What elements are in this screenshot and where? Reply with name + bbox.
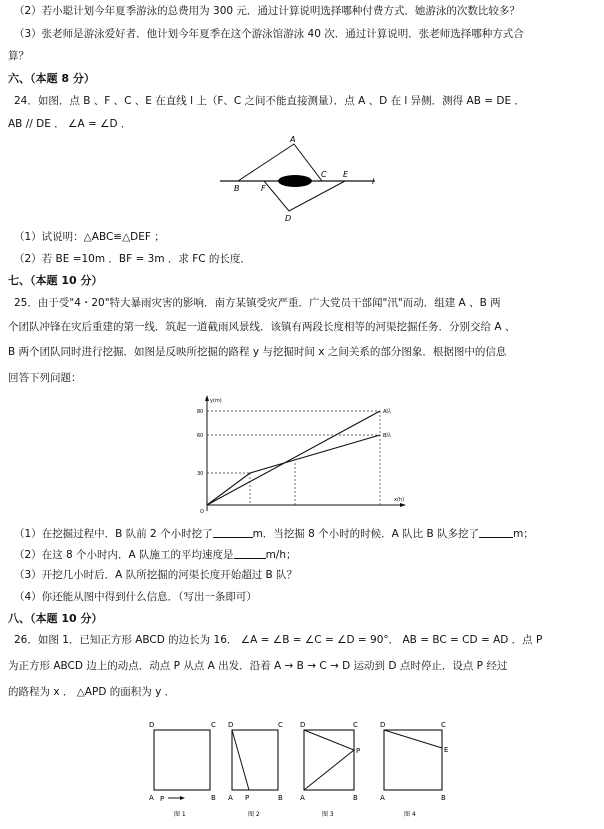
q25-part2-text-b: m/h； xyxy=(265,549,297,561)
fig1-label-c: C xyxy=(211,721,216,729)
q26-stem-line3: 的路程为 x ． △APD 的面积为 y ． xyxy=(8,686,176,698)
arrow-head-fig1 xyxy=(180,796,185,800)
q25-graph xyxy=(195,393,410,518)
segment-dp-fig2 xyxy=(232,730,249,790)
fig2-label-d: D xyxy=(228,721,234,729)
figure-2 xyxy=(228,721,283,818)
fig3-label-d: D xyxy=(300,721,306,729)
label-c: C xyxy=(321,170,327,179)
q25-part2 xyxy=(14,547,596,563)
fig2-label-b: B xyxy=(278,794,283,802)
label-a: A xyxy=(290,135,296,144)
fig3-label-c: C xyxy=(353,721,358,729)
x-axis-arrow xyxy=(400,503,406,507)
q24-stem-line1: 24．如图．点 B 、F 、C 、E 在直线 l 上（F、C 之间不能直接测量）．点 A 、D 在 l 异侧．测得 AB = DE ． xyxy=(14,95,525,107)
tick-30: 30 xyxy=(197,471,204,477)
q24-part2: （2）若 BE =10m ．BF = 3m ．求 FC 的长度． xyxy=(14,253,251,265)
q24-figure xyxy=(215,134,385,224)
section-7-heading: 七、（本题 10 分） xyxy=(8,274,103,287)
square-fig1 xyxy=(154,730,210,790)
y-axis-label: y(m) xyxy=(210,398,222,404)
figure-4 xyxy=(380,721,448,818)
figure-3 xyxy=(300,721,360,818)
q23-part2: （2）若小聪计划今年夏季游泳的总费用为 300 元．通过计算说明选择哪种付费方式．她游泳的次数比较多？ xyxy=(14,5,520,17)
fig1-label-d: D xyxy=(149,721,155,729)
q25-part1 xyxy=(14,526,596,542)
q25-stem-line2: 个团队冲锋在灾后重建的第一线．筑起一道截雨风景线．该镇有两段长度相等的河渠挖掘任务．分别交给 A 、 xyxy=(8,321,516,333)
answer-blank-2[interactable] xyxy=(479,526,513,538)
label-l: l xyxy=(372,177,375,186)
fig4-label-e: E xyxy=(444,746,449,754)
fig1-caption: 图 1 xyxy=(174,811,186,818)
fig1-label-p: P xyxy=(160,795,165,803)
fig4-label-b: B xyxy=(441,794,446,802)
fig2-caption: 图 2 xyxy=(248,811,260,818)
q23-part3-line1: （3）张老师是游泳爱好者．他计划今年夏季在这个游泳馆游泳 40 次．通过计算说明．张老师选择哪种方式合 xyxy=(14,28,524,40)
fig2-label-a: A xyxy=(228,794,233,802)
line-team-b xyxy=(207,435,380,505)
series-label-a: A队 xyxy=(383,409,392,415)
figure-1 xyxy=(149,721,216,818)
q24-part1: （1）试说明：△ABC≌△DEF ； xyxy=(14,231,165,243)
segment-de-fig4 xyxy=(384,730,442,748)
square-fig2 xyxy=(232,730,278,790)
fig2-label-p: P xyxy=(245,794,250,802)
fig1-label-b: B xyxy=(211,794,216,802)
x-axis-label: x(h) xyxy=(394,497,405,503)
label-b: B xyxy=(234,184,240,193)
fig4-label-a: A xyxy=(380,794,385,802)
square-fig3 xyxy=(304,730,354,790)
q25-part3: （3）开挖几小时后．A 队所挖掘的河渠长度开始超过 B 队？ xyxy=(14,569,298,581)
q25-part1-text-a: （1）在挖掘过程中．B 队前 2 个小时挖了 xyxy=(14,528,213,540)
fig3-label-a: A xyxy=(300,794,305,802)
q25-stem-line4: 回答下列问题： xyxy=(8,372,82,384)
label-f: F xyxy=(261,184,266,193)
origin-label: O xyxy=(200,509,204,515)
tick-60: 60 xyxy=(197,433,204,439)
q25-part4: （4）你还能从图中得到什么信息．（写出一条即可） xyxy=(14,591,257,603)
q25-part2-text-a: （2）在这 8 个小时内．A 队施工的平均速度是 xyxy=(14,549,234,561)
label-d: D xyxy=(285,214,292,223)
fig3-label-p: P xyxy=(356,747,361,755)
q23-part3-line2: 算？ xyxy=(8,50,29,62)
section-8-heading: 八、（本题 10 分） xyxy=(8,612,103,625)
q25-part1-text-c: m； xyxy=(513,528,534,540)
obstacle-ellipse xyxy=(278,175,312,187)
fig1-label-a: A xyxy=(149,794,154,802)
series-label-b: B队 xyxy=(383,433,392,439)
triangle-apd-fig3 xyxy=(304,730,354,790)
triangle-abc xyxy=(238,144,322,181)
q26-stem-line1: 26．如图 1．已知正方形 ABCD 的边长为 16． ∠A = ∠B = ∠C = ∠D = 90°． AB = BC = CD = AD ．点 P xyxy=(14,634,543,646)
fig4-label-c: C xyxy=(441,721,446,729)
tick-80: 80 xyxy=(197,409,204,415)
q25-part1-text-b: m．当挖掘 8 个小时的时候．A 队比 B 队多挖了 xyxy=(252,528,480,540)
y-axis-arrow xyxy=(205,395,209,401)
section-6-heading: 六、（本题 8 分） xyxy=(8,72,95,85)
q26-figures xyxy=(144,718,464,823)
fig3-caption: 图 3 xyxy=(322,811,334,818)
q24-stem-line2: AB // DE ． ∠A = ∠D ． xyxy=(8,118,132,130)
fig4-label-d: D xyxy=(380,721,386,729)
fig4-caption: 图 4 xyxy=(404,811,416,818)
q26-stem-line2: 为正方形 ABCD 边上的动点．动点 P 从点 A 出发．沿着 A → B → C → D 运动到 D 点时停止．设点 P 经过 xyxy=(8,660,508,672)
answer-blank-1[interactable] xyxy=(213,526,253,538)
fig2-label-c: C xyxy=(278,721,283,729)
answer-blank-3[interactable] xyxy=(234,547,266,559)
label-e: E xyxy=(343,170,349,179)
fig3-label-b: B xyxy=(353,794,358,802)
q25-stem-line3: B 两个团队同时进行挖掘．如图是反映所挖掘的路程 y 与挖掘时间 x 之间关系的部分图象．根据图中的信息 xyxy=(8,346,507,358)
q25-stem-line1: 25．由于受"4・20"特大暴雨灾害的影响．南方某镇受灾严重．广大党员干部闻"汛"而动．组建 A 、B 两 xyxy=(14,297,501,309)
line-team-a xyxy=(207,411,380,505)
